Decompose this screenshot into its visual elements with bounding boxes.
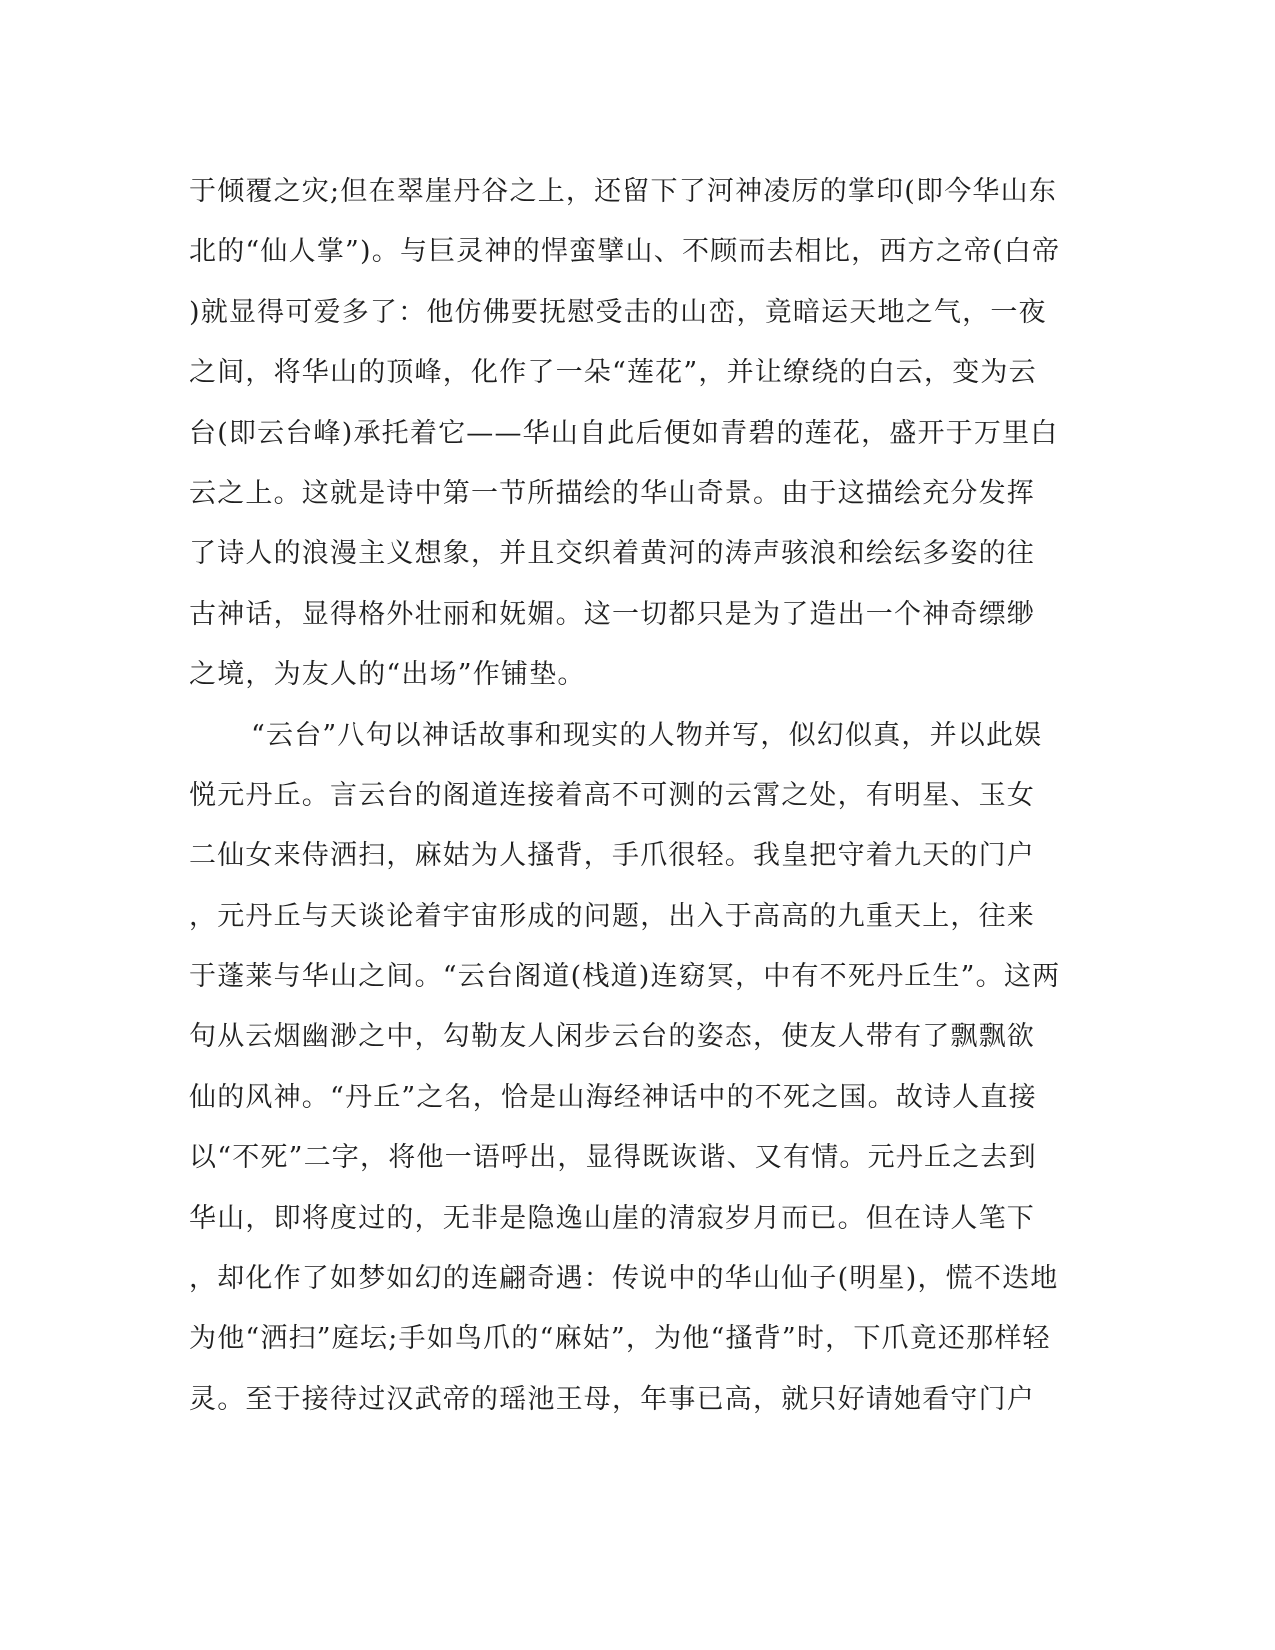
text-line: 灵。至于接待过汉武帝的瑶池王母，年事已高，就只好请她看守门户 — [189, 1383, 1035, 1415]
text-line: ，元丹丘与天谈论着宇宙形成的问题，出入于高高的九重天上，往来 — [189, 900, 1035, 932]
text-line: 于蓬莱与华山之间。“云台阁道(栈道)连窈冥，中有不死丹丘生”。这两 — [189, 961, 1061, 993]
text-line: 为他“洒扫”庭坛;手如鸟爪的“麻姑”，为他“搔背”时，下爪竟还那样轻 — [189, 1323, 1051, 1355]
text-line: 台(即云台峰)承托着它——华山自此后便如青碧的莲花，盛开于万里白 — [189, 417, 1059, 449]
text-line: 以“不死”二字，将他一语呼出，显得既诙谐、又有情。元丹丘之去到 — [189, 1142, 1037, 1174]
text-line: )就显得可爱多了：他仿佛要抚慰受击的山峦，竟暗运天地之气，一夜 — [189, 296, 1047, 328]
text-line: ，却化作了如梦如幻的连翩奇遇：传说中的华山仙子(明星)，慌不迭地 — [189, 1263, 1059, 1295]
text-line: 悦元丹丘。言云台的阁道连接着高不可测的云霄之处，有明星、玉女 — [189, 779, 1035, 811]
text-line: 云之上。这就是诗中第一节所描绘的华山奇景。由于这描绘充分发挥 — [189, 477, 1035, 509]
text-line: 华山，即将度过的，无非是隐逸山崖的清寂岁月而已。但在诗人笔下 — [189, 1202, 1035, 1234]
paragraph-first-line: “云台”八句以神话故事和现实的人物并写，似幻似真，并以此娱 — [251, 719, 1043, 751]
text-line: 仙的风神。“丹丘”之名，恰是山海经神话中的不死之国。故诗人直接 — [189, 1081, 1037, 1113]
text-line: 北的“仙人掌”)。与巨灵神的悍蛮擘山、不顾而去相比，西方之帝(白帝 — [189, 236, 1061, 268]
text-line: 于倾覆之灾;但在翠崖丹谷之上，还留下了河神凌厉的掌印(即今华山东 — [189, 176, 1058, 207]
text-line: 了诗人的浪漫主义想象，并且交织着黄河的涛声骇浪和绘纭多姿的往 — [189, 538, 1035, 570]
text-line: 句从云烟幽渺之中，勾勒友人闲步云台的姿态，使友人带有了飘飘欲 — [189, 1021, 1035, 1053]
text-line: 之境，为友人的“出场”作铺垫。 — [189, 659, 586, 691]
text-line: 古神话，显得格外壮丽和妩媚。这一切都只是为了造出一个神奇缥缈 — [189, 598, 1035, 630]
text-line: 之间，将华山的顶峰，化作了一朵“莲花”，并让缭绕的白云，变为云 — [189, 357, 1037, 389]
text-line: 二仙女来侍洒扫，麻姑为人搔背，手爪很轻。我皇把守着九天的门户 — [189, 840, 1035, 872]
body-text — [189, 162, 1089, 1430]
